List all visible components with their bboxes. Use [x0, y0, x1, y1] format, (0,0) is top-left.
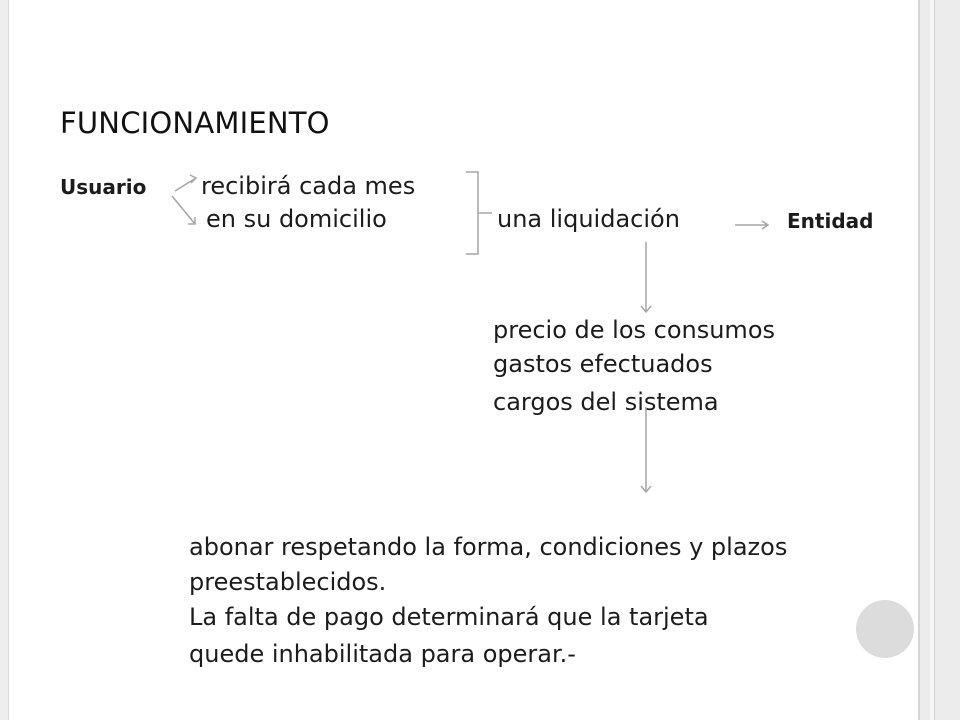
conclusion-line: La falta de pago determinará que la tarjeta [189, 603, 709, 631]
arrow-usuario-domicilio [172, 196, 195, 224]
arrow-liquidacion-entidad [735, 221, 768, 229]
arrow-down-detalles [641, 242, 651, 312]
recibira-text: recibirá cada mes [201, 172, 416, 200]
conclusion-line: quede inhabilitada para operar.- [189, 640, 576, 668]
detalle-item: precio de los consumos [493, 316, 775, 344]
entidad-label: Entidad [787, 209, 874, 233]
conclusion-line: abonar respetando la forma, condiciones y plazos [189, 533, 788, 561]
usuario-label: Usuario [60, 175, 147, 199]
detalle-item: cargos del sistema [493, 388, 719, 416]
detalle-item: gastos efectuados [493, 350, 713, 378]
arrow-down-conclusion [641, 408, 651, 492]
domicilio-text: en su domicilio [206, 205, 387, 233]
conclusion-line: preestablecidos. [189, 568, 387, 596]
bracket [466, 172, 478, 254]
liquidacion-text: una liquidación [497, 205, 680, 233]
arrow-usuario-recibira [175, 175, 196, 191]
slide-title: FUNCIONAMIENTO [60, 106, 330, 140]
